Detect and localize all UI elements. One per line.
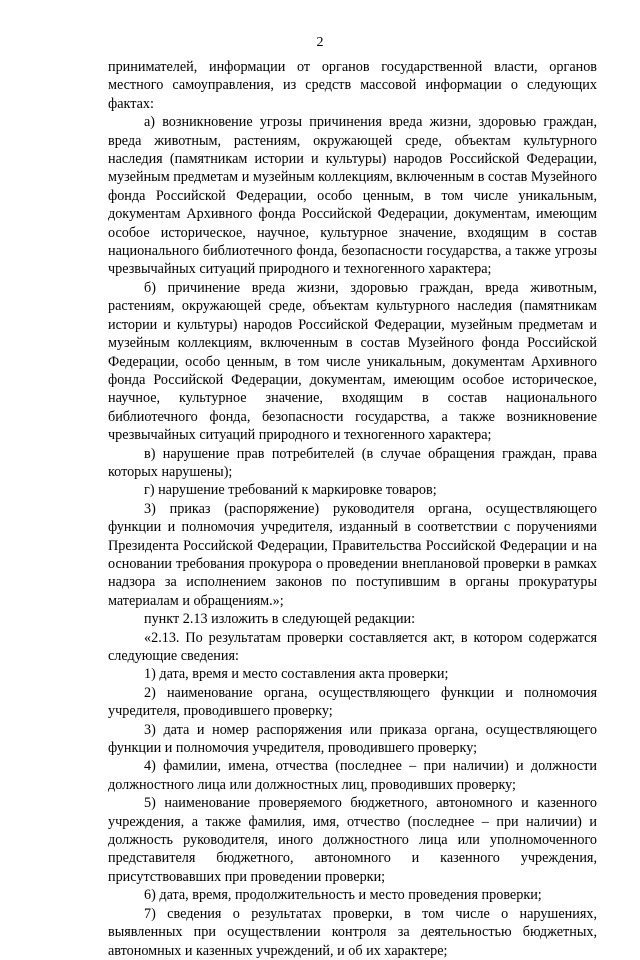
paragraph-item-g: г) нарушение требований к маркировке товаров; [144,482,437,499]
paragraph-list-item-6: 6) дата, время, продолжительность и место проведения проверки; [144,887,542,904]
paragraph-list-item-5: 5) наименование проверяемого бюджетного, автономного и казенного учреждения, а также фамилия, имя, отчество (последнее – при наличии) и должность руководителя, иного должностного лица или уполномоченного представителя бюджетного, автономного и казенного учреждения, присутствовавших при проведении проверки; [108,795,597,885]
paragraph-item-b: б) причинение вреда жизни, здоровью граждан, вреда животным, растениям, окружающей среде, объектам культурного наследия (памятникам истории и культуры) народов Российской Федерации, музейным предметам и музейным коллекциям, включенным в состав Музейного фонда Российской Федерации, особо ценным, в том числе уникальным, документам Архивного фонда Российской Федерации, документам, имеющим особое историческое, научное, культурное значение, входящим в состав национального библиотечного фонда, безопасности государства, а также возникновение чрезвычайных ситуаций природного и техногенного характера; [108,279,597,444]
paragraph-list-item-4: 4) фамилии, имена, отчества (последнее – при наличии) и должности должностного лица или должностных лиц, проводивших проверку; [108,758,597,793]
paragraph-amendment-intro: пункт 2.13 изложить в следующей редакции: [144,611,416,628]
paragraph-list-item-7: 7) сведения о результатах проверки, в том числе о нарушениях, выявленных при осуществлении контроля за деятельностью бюджетных, автономных и казенных учреждений, и об их характере; [108,905,597,959]
paragraph-list-item-1: 1) дата, время и место составления акта проверки; [144,666,449,683]
page-number: 2 [316,35,324,50]
paragraph-list-item-3: 3) дата и номер распоряжения или приказа органа, осуществляющего функции и полномочия учредителя, проводившего проверку; [108,721,597,757]
paragraph-item-v: в) нарушение прав потребителей (в случае обращения граждан, права которых нарушены); [108,445,597,480]
paragraph-list-item-2: 2) наименование органа, осуществляющего функции и полномочия учредителя, проводившего проверку; [108,684,597,720]
document-body [108,58,597,960]
paragraph-item-a: а) возникновение угрозы причинения вреда жизни, здоровью граждан, вреда животным, растениям, окружающей среде, объектам культурного наследия (памятникам истории и культуры) народов Российской Федерации, музейным предметам и музейным коллекциям, включенным в состав Музейного фонда Российской Федерации, особо ценным, в том числе уникальным, документам Архивного фонда Российской Федерации, документам, имеющим особое историческое, научное, культурное значение, входящим в состав национального библиотечного фонда, безопасности государства, а также угрозы чрезвычайных ситуаций природного и техногенного характера; [108,114,597,278]
paragraph-clause-2-13: «2.13. По результатам проверки составляется акт, в котором содержатся следующие сведения: [108,629,597,664]
paragraph-item-3: 3) приказ (распоряжение) руководителя органа, осуществляющего функции и полномочия учредителя, изданный в соответствии с поручениями Президента Российской Федерации, Правительства Российской Федерации и на основании требования прокурора о проведении внеплановой проверки в рамках надзора за исполнением законов по поступившим в органы прокуратуры материалам и обращениям.»; [108,500,597,609]
paragraph-continuation: принимателей, информации от органов государственной власти, органов местного самоуправления, из средств массовой информации о следующих фактах: [108,59,597,112]
